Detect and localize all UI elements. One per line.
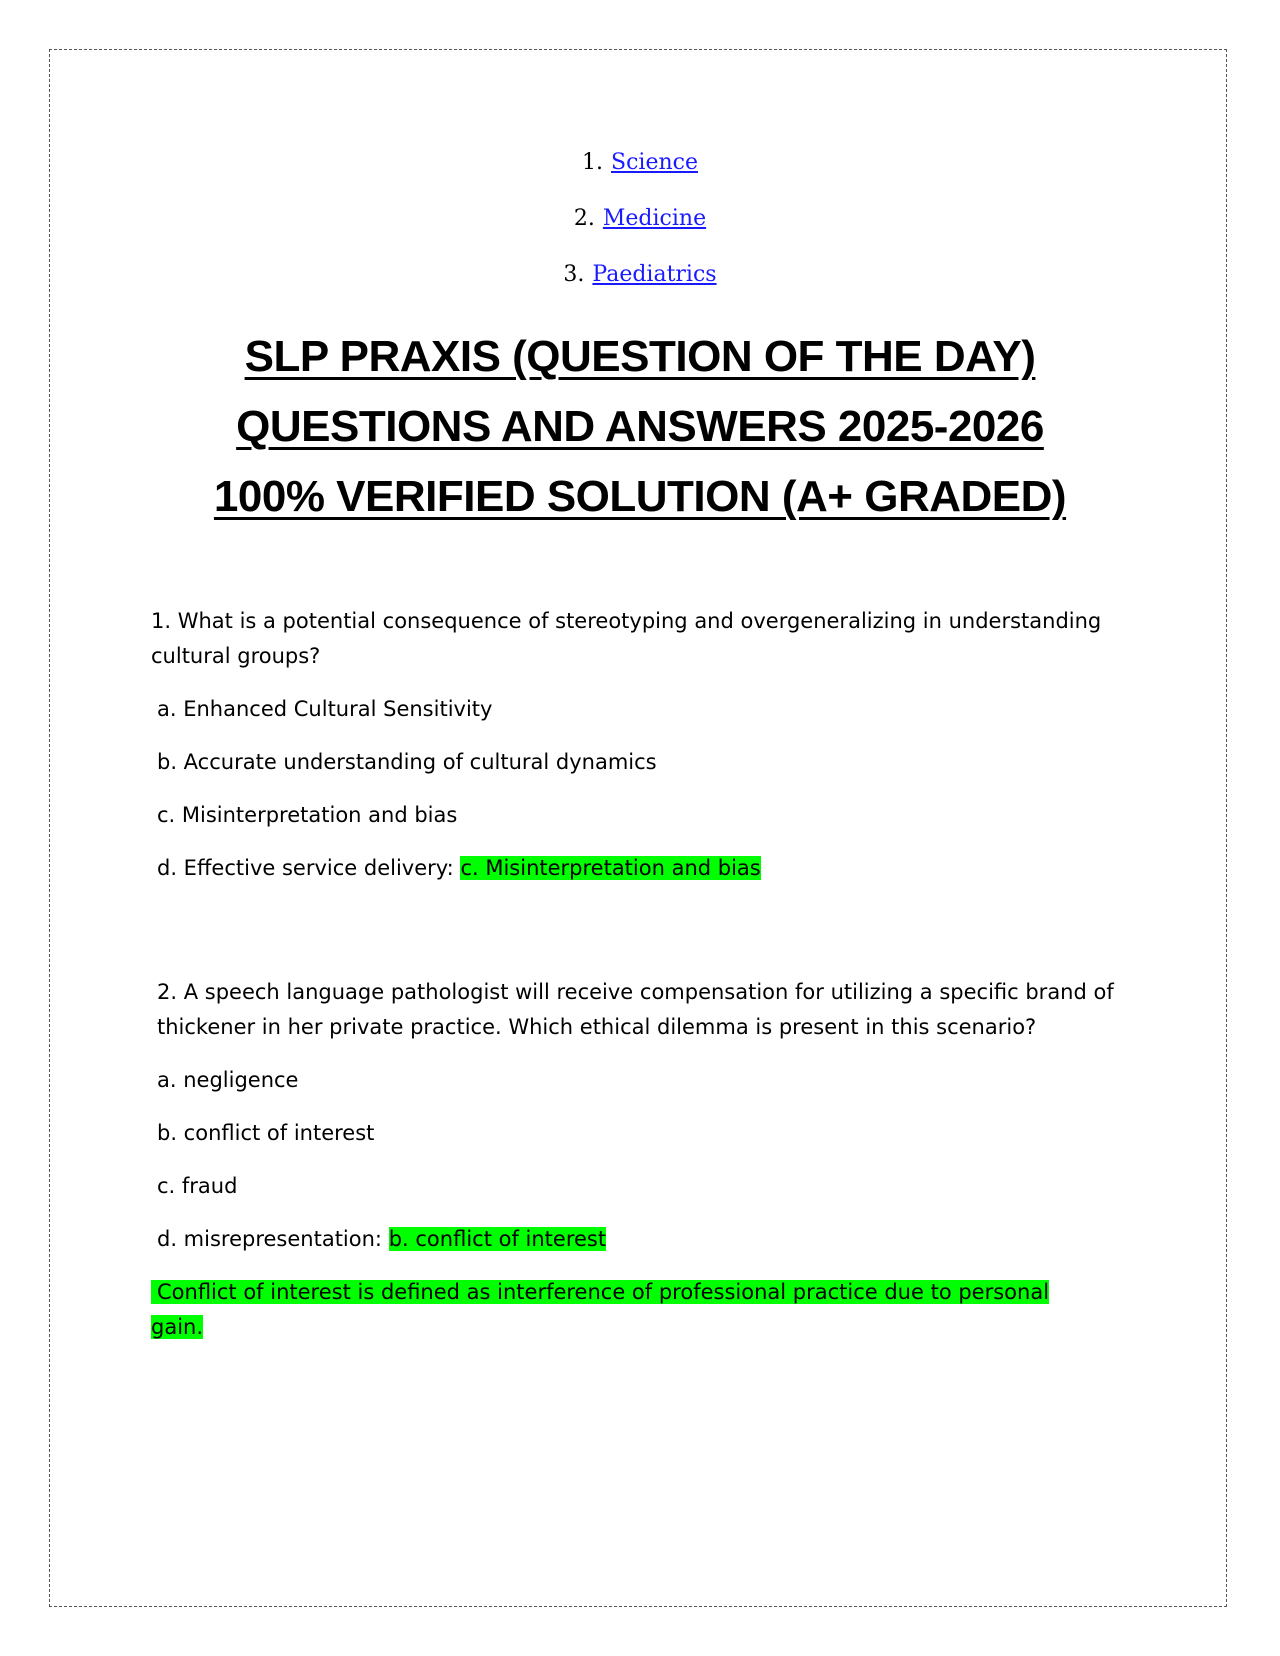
title-line-2: QUESTIONS AND ANSWERS 2025-2026 (236, 402, 1044, 451)
option-d: d. misrepresentation: (157, 1227, 383, 1251)
page-title (0, 322, 1280, 532)
breadcrumb-item: 3. Paediatrics (563, 262, 717, 287)
option-b: b. conflict of interest (157, 1121, 375, 1145)
title-line-1: SLP PRAXIS (QUESTION OF THE DAY) (244, 332, 1036, 381)
title-line-3: 100% VERIFIED SOLUTION (A+ GRADED) (213, 472, 1067, 521)
question-2 (151, 975, 1141, 1345)
answer-highlight: c. Misinterpretation and bias (460, 856, 761, 880)
breadcrumb-item: 1. Science (582, 150, 698, 175)
explanation-highlight: Conflict of interest is defined as interference of professional practice due to personal gain. (151, 1280, 1050, 1339)
question-text: 1. What is a potential consequence of stereotyping and overgeneralizing in understanding cultural groups? (151, 609, 1102, 668)
option-d-with-answer (151, 851, 1141, 886)
option-a: a. Enhanced Cultural Sensitivity (157, 697, 493, 721)
option-c: c. fraud (157, 1174, 238, 1198)
breadcrumb-link-paediatrics[interactable]: Paediatrics (592, 262, 717, 287)
breadcrumb-link-medicine[interactable]: Medicine (602, 206, 707, 231)
question-text: 2. A speech language pathologist will receive compensation for utilizing a specific brand of thickener in her private practice. Which ethical dilemma is present in this scenario? (157, 980, 1114, 1039)
option-a: a. negligence (157, 1068, 299, 1092)
breadcrumb-item: 2. Medicine (573, 206, 707, 231)
breadcrumb (0, 148, 1280, 316)
question-1 (151, 604, 1141, 886)
answer-highlight: b. conflict of interest (388, 1227, 607, 1251)
option-c: c. Misinterpretation and bias (157, 803, 458, 827)
option-b: b. Accurate understanding of cultural dynamics (157, 750, 657, 774)
breadcrumb-link-science[interactable]: Science (611, 150, 698, 175)
option-d: d. Effective service delivery: (157, 856, 454, 880)
option-d-with-answer (151, 1222, 1141, 1257)
